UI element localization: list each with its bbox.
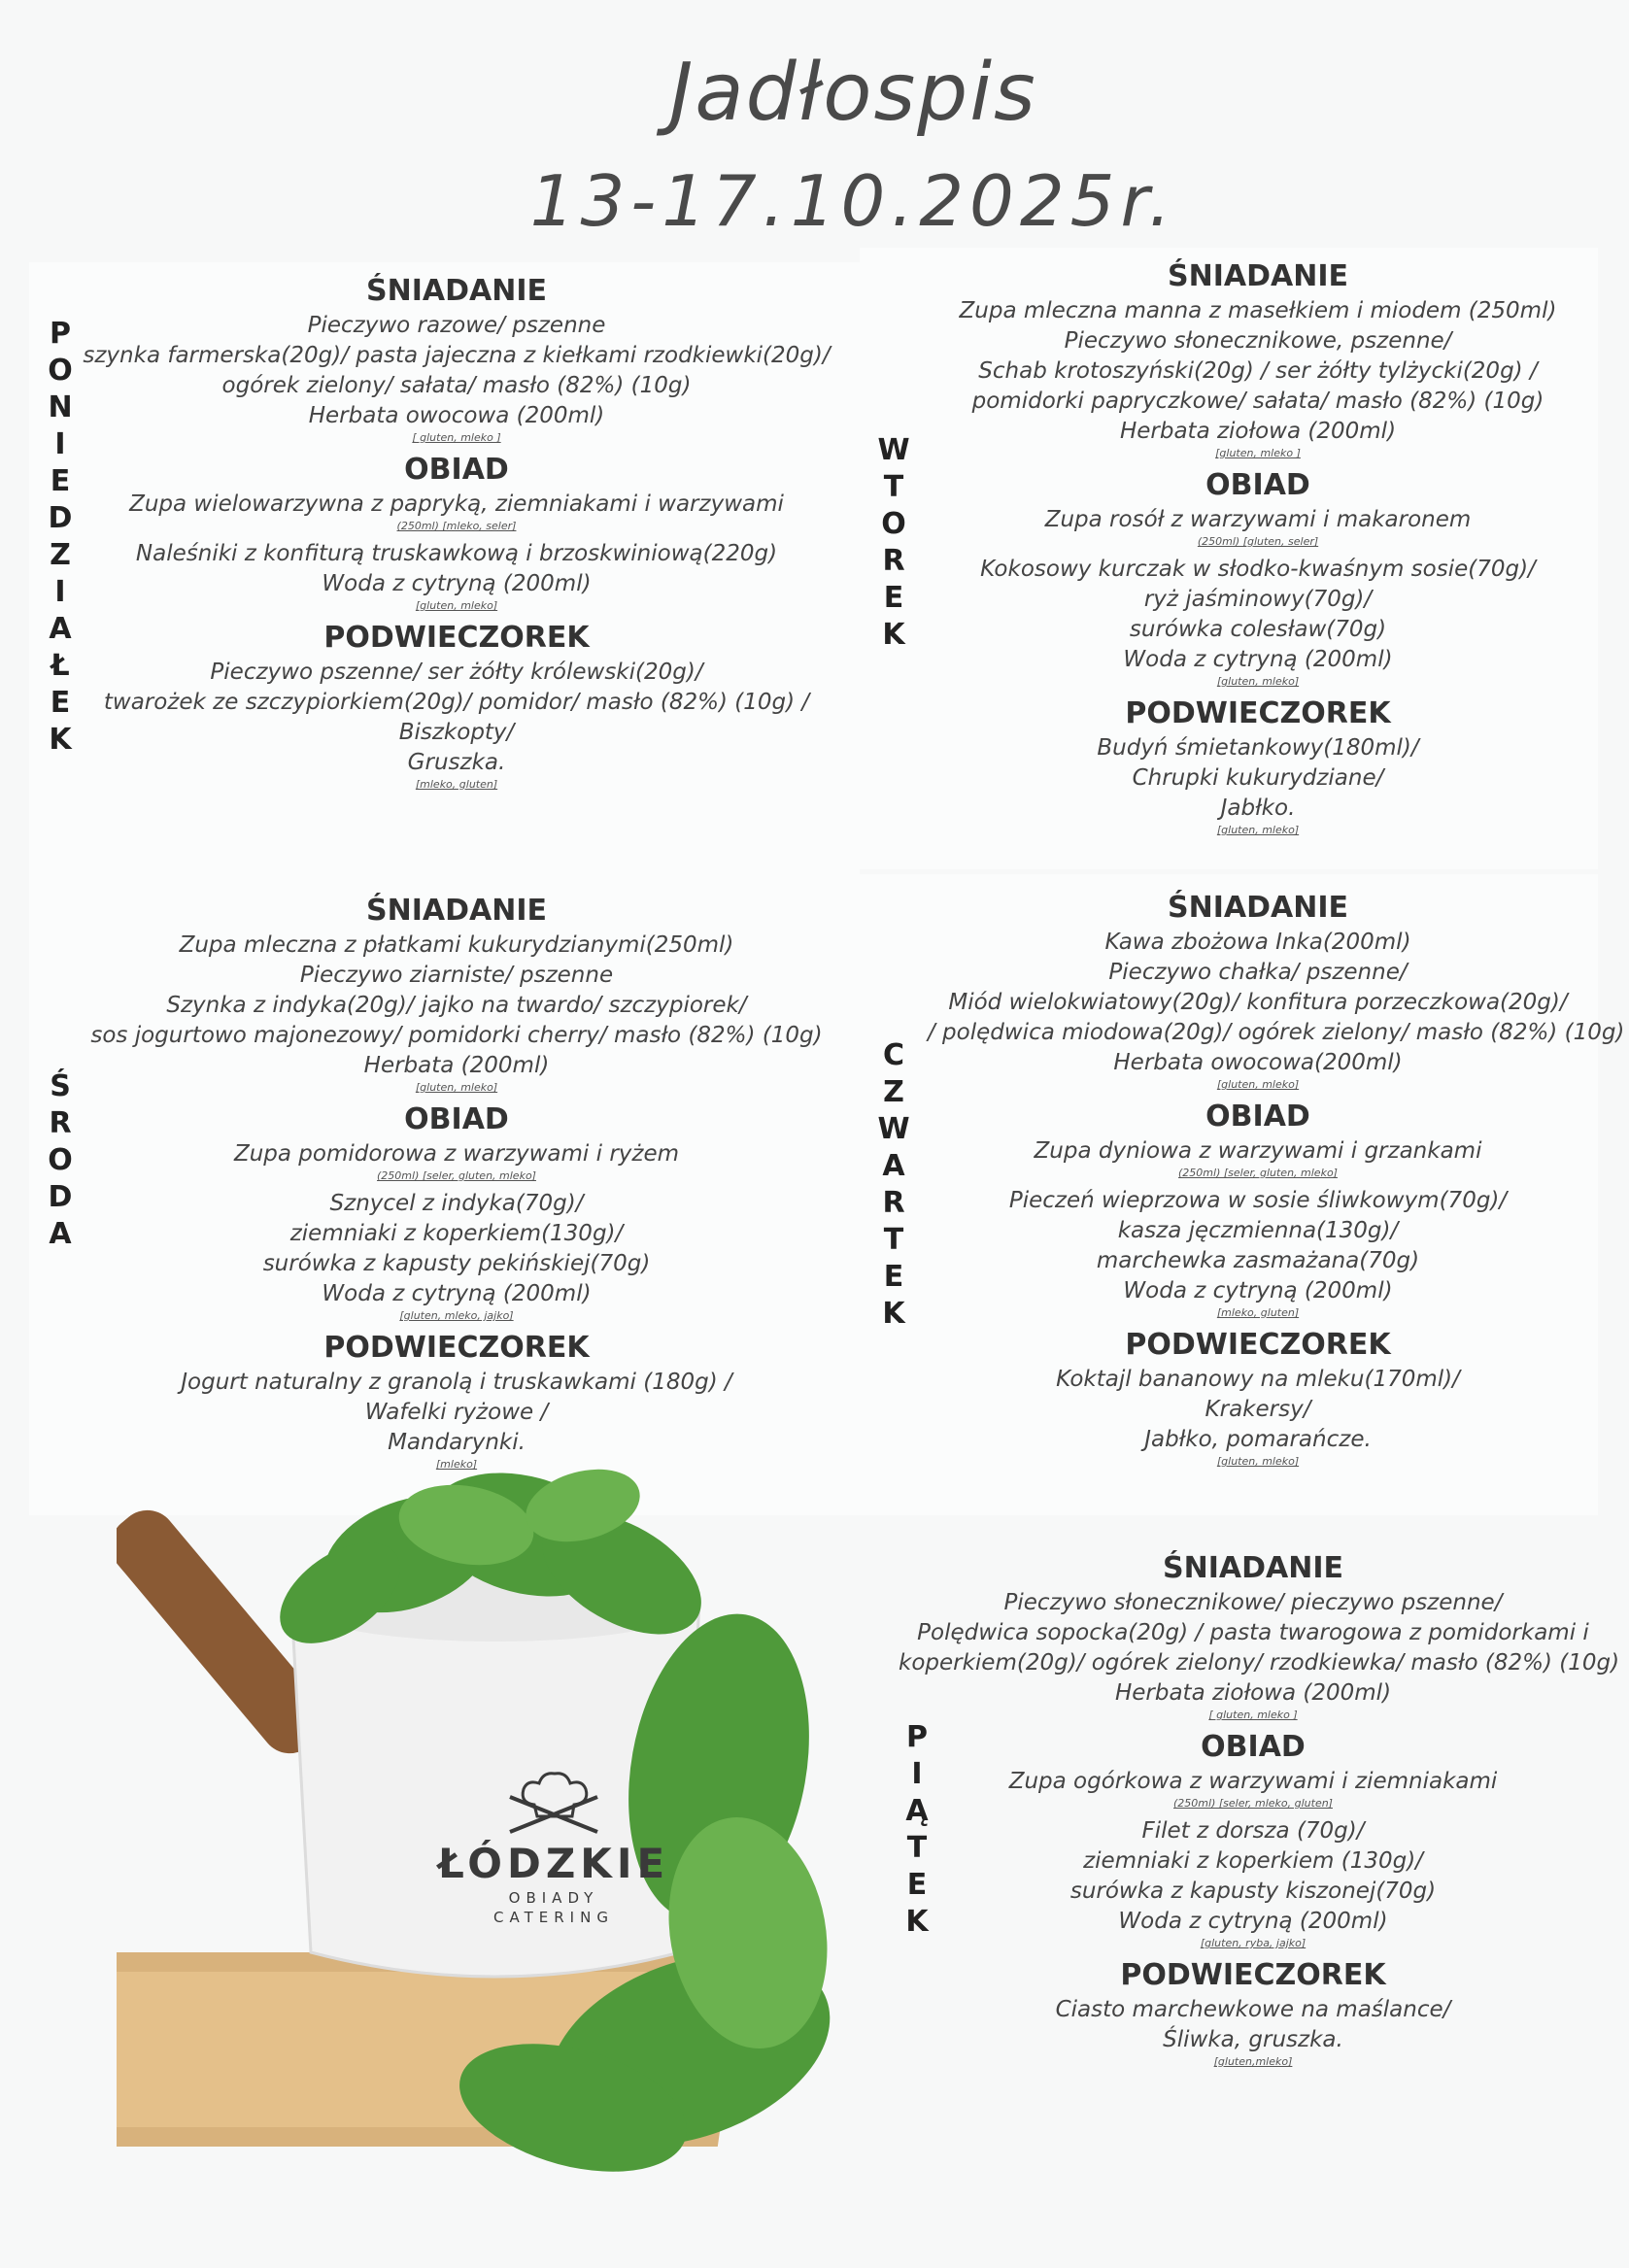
meal-breakfast: [928, 889, 1625, 1092]
day-label-monday: P O N I E D Z I A Ł E K: [48, 317, 73, 757]
menu-line: (250ml) [gluten, seler]: [1197, 535, 1319, 548]
allergens: [gluten, mleko]: [415, 599, 498, 612]
menu-line: Wafelki ryżowe /: [364, 1400, 549, 1425]
logo-line2: CATERING: [493, 1909, 614, 1926]
menu-line: Śliwka, gruszka.: [1163, 2027, 1343, 2052]
menu-wednesday: [78, 892, 835, 1477]
menu-line: Kawa zbożowa Inka(200ml): [1104, 930, 1411, 955]
menu-line: ryż jaśminowy(70g)/: [1143, 587, 1373, 612]
day-label-wednesday: Ś R O D A: [48, 1069, 73, 1251]
allergens: [mleko, gluten]: [1216, 1306, 1300, 1319]
menu-monday: [78, 272, 835, 797]
menu-line: Zupa mleczna z płatkami kukurydzianymi(250ml): [179, 932, 734, 958]
catering-logo: [398, 1768, 709, 1927]
menu-line: Koktajl bananowy na mleku(170ml)/: [1056, 1367, 1460, 1392]
menu-line: Ciasto marchewkowe na maślance/: [1055, 1997, 1451, 2022]
meal-title: ŚNIADANIE: [1168, 891, 1348, 925]
allergens: [mleko, gluten]: [415, 778, 498, 791]
meal-breakfast: [78, 892, 835, 1095]
menu-line: Szynka z indyka(20g)/ jajko na twardo/ szczypiorek/: [166, 993, 747, 1018]
meal-title: OBIAD: [404, 1102, 509, 1136]
allergens: [gluten, mleko]: [1216, 1455, 1300, 1468]
menu-line: Zupa wielowarzywna z papryką, ziemniakami i warzywami: [129, 491, 784, 517]
meal-snack: [78, 619, 835, 792]
menu-line: koperkiem(20g)/ ogórek zielony/ rzodkiewka/ masło (82%) (10g): [899, 1650, 1620, 1676]
menu-line: Pieczywo razowe/ pszenne: [307, 313, 606, 338]
menu-line: Filet z dorsza (70g)/: [1141, 1818, 1365, 1844]
menu-line: Sznycel z indyka(70g)/: [329, 1191, 584, 1216]
menu-line: Biszkopty/: [398, 720, 515, 745]
menu-date: 13-17.10.2025r.: [529, 160, 1177, 242]
menu-line: Zupa mleczna manna z masełkiem i miodem (250ml): [959, 298, 1557, 323]
menu-line: Naleśniki z konfiturą truskawkową i brzoskwiniową(220g): [135, 541, 778, 566]
day-label-friday: P I Ą T E K: [905, 1720, 929, 1939]
menu-line: Herbata (200ml): [363, 1053, 550, 1078]
menu-line: Herbata ziołowa (200ml): [1119, 419, 1397, 444]
meal-title: OBIAD: [1205, 1100, 1310, 1134]
menu-line: Woda z cytryną (200ml): [1123, 1278, 1393, 1303]
menu-thursday: [928, 889, 1625, 1474]
menu-line: Zupa ogórkowa z warzywami i ziemniakami: [1008, 1769, 1498, 1794]
menu-line: / polędwica miodowa(20g)/ ogórek zielony/ masło (82%) (10g): [928, 1020, 1625, 1045]
menu-line: Gruszka.: [407, 750, 506, 775]
menu-line: surówka colesław(70g): [1129, 617, 1387, 642]
meal-title: ŚNIADANIE: [1163, 1551, 1343, 1585]
meal-title: OBIAD: [1205, 468, 1310, 502]
menu-line: Kokosowy kurczak w słodko-kwaśnym sosie(70g)/: [980, 557, 1536, 582]
menu-line: szynka farmerska(20g)/ pasta jajeczna z kiełkami rzodkiewki(20g)/: [83, 343, 831, 368]
meal-title: ŚNIADANIE: [1168, 259, 1348, 293]
menu-line: Krakersy/: [1205, 1397, 1311, 1422]
meal-snack: [928, 1326, 1588, 1469]
menu-line: marchewka zasmażana(70g): [1096, 1248, 1420, 1273]
allergens: [gluten, mleko]: [1216, 824, 1300, 836]
menu-line: Woda z cytryną (200ml): [322, 1281, 592, 1306]
menu-line: Herbata owocowa (200ml): [308, 403, 605, 428]
meal-title: PODWIECZOREK: [1125, 696, 1391, 730]
logo-name: ŁÓDZKIE: [437, 1840, 670, 1887]
menu-line: sos jogurtowo majonezowy/ pomidorki cherry/ masło (82%) (10g): [90, 1023, 823, 1048]
menu-line: (250ml) [seler, gluten, mleko]: [377, 1169, 536, 1182]
menu-line: Herbata ziołowa (200ml): [1114, 1680, 1392, 1706]
menu-line: surówka z kapusty kiszonej(70g): [1069, 1879, 1437, 1904]
allergens: [gluten, mleko]: [1216, 675, 1300, 688]
menu-friday: [899, 1549, 1620, 2075]
meal-snack: [78, 1329, 835, 1472]
allergens: [gluten,mleko]: [1213, 2055, 1293, 2068]
menu-line: Zupa dyniowa z warzywami i grzankami: [1034, 1138, 1482, 1164]
meal-title: OBIAD: [404, 453, 509, 487]
allergens: [ gluten, mleko ]: [412, 431, 501, 444]
menu-line: Pieczywo słonecznikowe/ pieczywo pszenne/: [1003, 1590, 1503, 1615]
menu-line: Miód wielokwiatowy(20g)/ konfitura porzeczkowa(20g)/: [948, 990, 1568, 1015]
menu-line: Schab krotoszyński(20g) / ser żółty tylżycki(20g) /: [978, 358, 1538, 384]
menu-line: Jabłko, pomarańcze.: [1144, 1427, 1372, 1452]
meal-breakfast: [899, 1549, 1620, 1722]
meal-title: OBIAD: [1201, 1730, 1306, 1764]
menu-line: ziemniaki z koperkiem (130g)/: [1083, 1848, 1423, 1874]
menu-line: Pieczywo ziarniste/ pszenne: [299, 963, 614, 988]
menu-line: Jogurt naturalny z granolą i truskawkami (180g) /: [181, 1370, 732, 1395]
menu-line: Mandarynki.: [388, 1430, 526, 1455]
menu-line: ziemniaki z koperkiem(130g)/: [289, 1221, 624, 1246]
menu-line: (250ml) [mleko, seler]: [396, 520, 517, 532]
meal-title: PODWIECZOREK: [323, 1331, 590, 1365]
menu-line: Budyń śmietankowy(180ml)/: [1097, 735, 1419, 761]
menu-line: Chrupki kukurydziane/: [1132, 765, 1384, 791]
allergens: [gluten, mleko ]: [1215, 447, 1301, 459]
meal-snack: [899, 1956, 1608, 2069]
menu-line: pomidorki papryczkowe/ sałata/ masło (82%) (10g): [971, 389, 1544, 414]
meal-title: PODWIECZOREK: [1120, 1958, 1386, 1992]
allergens: [gluten, mleko, jajko]: [399, 1309, 514, 1322]
menu-line: twarożek ze szczypiorkiem(20g)/ pomidor/ masło (82%) (10g) /: [103, 690, 810, 715]
day-label-tuesday: W T O R E K: [877, 433, 910, 652]
meal-title: PODWIECZOREK: [1125, 1328, 1391, 1362]
menu-line: Polędwica sopocka(20g) / pasta twarogowa z pomidorkami i: [917, 1620, 1589, 1645]
menu-tuesday: [928, 257, 1588, 843]
menu-line: surówka z kapusty pekińskiej(70g): [262, 1251, 651, 1276]
meal-lunch: [899, 1728, 1608, 1950]
meal-title: ŚNIADANIE: [366, 274, 547, 308]
menu-line: Zupa pomidorowa z warzywami i ryżem: [233, 1141, 680, 1167]
meal-lunch: [78, 451, 835, 613]
meal-lunch: [78, 1100, 835, 1323]
page-title: Jadłospis: [669, 47, 1037, 139]
menu-line: Pieczywo chałka/ pszenne/: [1108, 960, 1408, 985]
allergens: [mleko]: [435, 1458, 478, 1471]
menu-line: Jabłko.: [1220, 795, 1296, 821]
meal-title: PODWIECZOREK: [323, 621, 590, 655]
menu-line: kasza jęczmienna(130g)/: [1117, 1218, 1399, 1243]
menu-line: Herbata owocowa(200ml): [1113, 1050, 1403, 1075]
allergens: [ gluten, mleko ]: [1208, 1709, 1298, 1721]
menu-line: Woda z cytryną (200ml): [1123, 647, 1393, 672]
meal-snack: [928, 694, 1588, 837]
menu-line: Pieczywo pszenne/ ser żółty królewski(20g)/: [210, 660, 703, 685]
logo-line1: OBIADY: [508, 1889, 599, 1907]
allergens: [gluten, mleko]: [415, 1081, 498, 1094]
menu-line: ogórek zielony/ sałata/ masło (82%) (10g): [221, 373, 692, 398]
meal-lunch: [928, 1098, 1588, 1320]
menu-line: (250ml) [seler, gluten, mleko]: [1178, 1167, 1338, 1179]
meal-breakfast: [78, 272, 835, 445]
meal-lunch: [928, 466, 1588, 689]
menu-line: Pieczeń wieprzowa w sosie śliwkowym(70g)/: [1008, 1188, 1508, 1213]
chef-hat-cutlery-icon: [500, 1768, 607, 1836]
menu-line: (250ml) [seler, mleko, gluten]: [1173, 1797, 1333, 1810]
meal-breakfast: [928, 257, 1588, 460]
menu-line: Woda z cytryną (200ml): [1118, 1909, 1388, 1934]
menu-line: Pieczywo słonecznikowe, pszenne/: [1064, 328, 1452, 354]
meal-title: ŚNIADANIE: [366, 894, 547, 928]
allergens: [gluten, ryba, jajko]: [1200, 1937, 1307, 1949]
allergens: [gluten, mleko]: [1216, 1078, 1300, 1091]
menu-line: Zupa rosół z warzywami i makaronem: [1044, 507, 1472, 532]
menu-line: Woda z cytryną (200ml): [322, 571, 592, 596]
day-label-thursday: C Z W A R T E K: [877, 1038, 910, 1331]
